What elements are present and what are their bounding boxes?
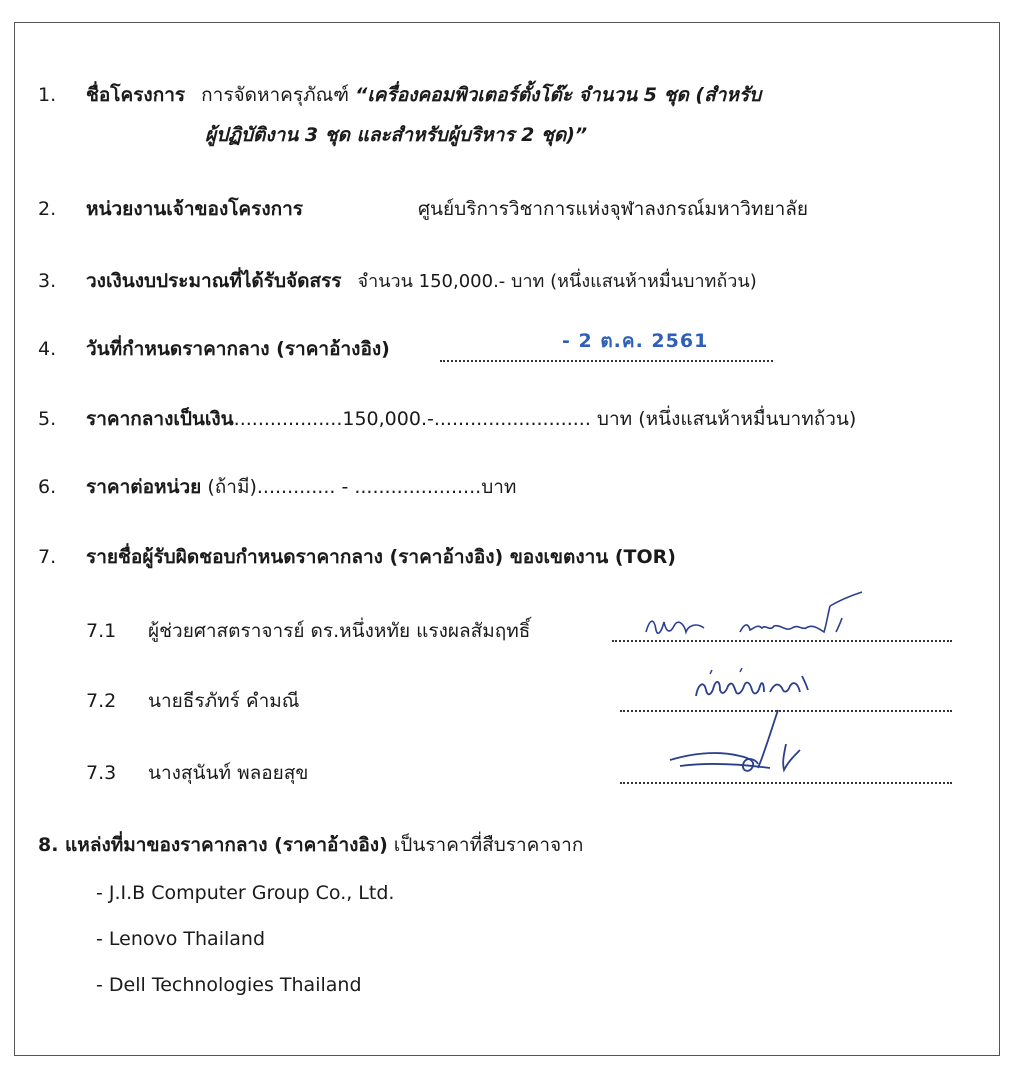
item-5-number: 5. xyxy=(38,408,57,430)
item-7-number: 7. xyxy=(38,546,57,568)
item-6-number: 6. xyxy=(38,476,57,498)
date-dotted-line xyxy=(440,360,773,362)
item-2-number: 2. xyxy=(38,198,57,220)
budget-label: วงเงินงบประมาณที่ได้รับจัดสรร xyxy=(86,270,342,292)
unit-price-row: ราคาต่อหน่วย (ถ้ามี)............. - .....................บาท xyxy=(86,476,517,498)
unit-price-value: - xyxy=(335,476,355,498)
member-3-number: 7.3 xyxy=(86,762,117,784)
source-item-1: - J.I.B Computer Group Co., Ltd. xyxy=(96,882,395,904)
median-price-row: ราคากลางเป็นเงิน..................150,000.-.......................... บาท (หนึ่งแสนห้าหมื่นบาทถ้วน) xyxy=(86,408,857,430)
median-price-label: ราคากลางเป็นเงิน xyxy=(86,408,234,430)
project-title-line2-row xyxy=(205,124,587,147)
project-desc: การจัดหาครุภัณฑ์ xyxy=(201,84,350,106)
project-label: ชื่อโครงการ xyxy=(86,84,186,106)
budget-value: จำนวน 150,000.- บาท (หนึ่งแสนห้าหมื่นบาทถ้วน) xyxy=(357,271,757,292)
member-2-name: นายธีรภัทร์ คำมณี xyxy=(148,690,300,712)
project-title-line1: “เครื่องคอมพิวเตอร์ตั้งโต๊ะ จำนวน 5 ชุด (สำหรับ xyxy=(355,84,762,106)
member-3-name: นางสุนันท์ พลอยสุข xyxy=(148,762,309,784)
source-item-3: - Dell Technologies Thailand xyxy=(96,974,362,996)
median-price-value: 150,000.- xyxy=(342,408,434,430)
agency-label: หน่วยงานเจ้าของโครงการ xyxy=(86,198,303,220)
member-1-name: ผู้ช่วยศาสตราจารย์ ดร.หนึ่งหทัย แรงผลสัมฤทธิ์ xyxy=(148,620,531,642)
project-title-line2: ผู้ปฏิบัติงาน 3 ชุด และสำหรับผู้บริหาร 2 ชุด)” xyxy=(205,124,588,146)
budget-row xyxy=(86,270,757,293)
member-2-number: 7.2 xyxy=(86,690,117,712)
member-3-signature xyxy=(660,704,830,784)
date-stamp: - 2 ต.ค. 2561 xyxy=(562,330,709,352)
member-1-signature xyxy=(640,588,880,654)
item-1-number: 1. xyxy=(38,84,57,106)
agency-value: ศูนย์บริการวิชาการแห่งจุฬาลงกรณ์มหาวิทยาลัย xyxy=(418,198,809,220)
median-price-words: บาท (หนึ่งแสนห้าหมื่นบาทถ้วน) xyxy=(590,408,857,430)
item-3-number: 3. xyxy=(38,270,57,292)
committee-heading: รายชื่อผู้รับผิดชอบกำหนดราคากลาง (ราคาอ้างอิง) ของเขตงาน (TOR) xyxy=(86,546,676,568)
member-1-number: 7.1 xyxy=(86,620,117,642)
date-label: วันที่กำหนดราคากลาง (ราคาอ้างอิง) xyxy=(86,338,390,360)
unit-price-label: ราคาต่อหน่วย xyxy=(86,476,202,498)
sources-heading: 8. แหล่งที่มาของราคากลาง (ราคาอ้างอิง) เป็นราคาที่สืบราคาจาก xyxy=(38,834,584,856)
source-item-2: - Lenovo Thailand xyxy=(96,928,266,950)
item-4-number: 4. xyxy=(38,338,57,360)
member-2-signature xyxy=(690,666,820,708)
item-1-row xyxy=(86,84,761,107)
